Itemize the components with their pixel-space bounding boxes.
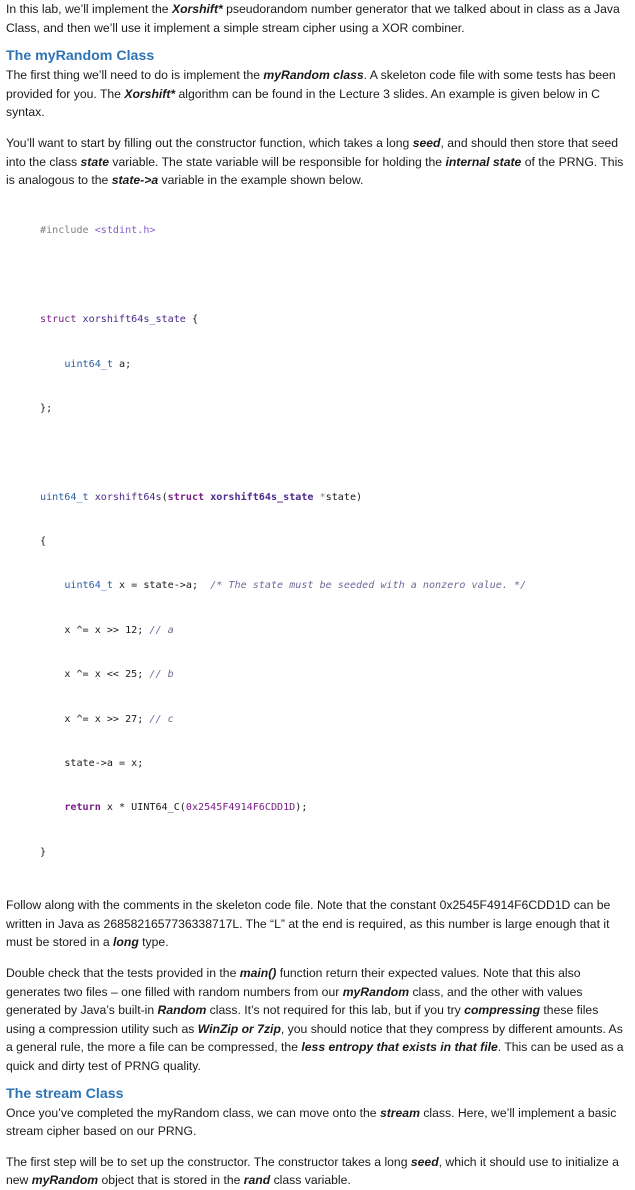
code-line-blank <box>40 269 628 284</box>
code-brace: } <box>40 846 47 858</box>
emphasis-text: Xorshift* <box>124 86 176 101</box>
document-page <box>6 0 628 1190</box>
code-statement-end: ); <box>295 802 308 814</box>
code-line-2 <box>40 624 628 639</box>
emphasis-text: myRandom class <box>263 68 364 83</box>
constant-paragraph <box>6 896 628 952</box>
code-statement: state->a = x; <box>64 758 144 770</box>
body-text: of the PRNG. This is analogous to the <box>6 154 624 188</box>
code-include-header: <stdint.h> <box>94 225 156 237</box>
code-type: uint64_t <box>64 580 113 592</box>
code-line-close-struct <box>40 402 628 417</box>
code-comment: // c <box>149 713 174 725</box>
emphasis-text: myRandom <box>31 1173 99 1188</box>
code-line-body-open <box>40 535 628 550</box>
body-text: In this lab, we’ll implement the <box>6 2 172 16</box>
code-pointer: * <box>319 491 326 503</box>
stream-paragraph-1 <box>6 1104 628 1141</box>
code-line-3 <box>40 668 628 683</box>
body-text: variable. The state variable will be responsible for holding the <box>108 154 446 169</box>
code-line-member <box>40 358 628 373</box>
code-keyword: return <box>64 802 101 814</box>
code-keyword: struct <box>40 314 77 326</box>
emphasis-text: Random <box>157 1003 207 1018</box>
myrandom-paragraph-1 <box>6 66 628 122</box>
code-comment: /* The state must be seeded with a nonzero value. */ <box>210 580 527 592</box>
emphasis-text: seed <box>410 1154 439 1169</box>
code-include-directive: #include <box>40 225 89 237</box>
code-statement: x = state->a; <box>119 580 199 592</box>
code-member: a; <box>119 358 132 370</box>
body-text: Once you’ve completed the myRandom class, we can move onto the <box>6 1105 380 1120</box>
code-line-blank <box>40 446 628 461</box>
code-comment: // b <box>149 669 174 681</box>
body-text: class variable. <box>270 1173 351 1188</box>
code-brace: }; <box>40 402 53 414</box>
myrandom-paragraph-2 <box>6 134 628 190</box>
body-text: . This can be used as a quick and dirty test of PRNG quality. <box>6 1040 624 1073</box>
emphasis-text: seed <box>412 135 441 150</box>
intro-paragraph <box>6 0 628 37</box>
code-brace: { <box>40 536 47 548</box>
code-fn-name: xorshift64s <box>94 491 162 503</box>
emphasis-text: main() <box>239 965 277 980</box>
body-text: class. Here, we’ll implement a basic stream cipher based on our PRNG. <box>6 1105 617 1139</box>
code-line-1 <box>40 579 628 594</box>
body-text: class, and the other with values generated by Java’s built-in <box>6 984 583 1018</box>
code-param-type: xorshift64s_state <box>210 491 314 503</box>
code-param-name: state) <box>325 491 363 503</box>
code-line-fn-signature <box>40 491 628 506</box>
body-text: Double check that the tests provided in the <box>6 965 240 980</box>
emphasis-text: internal state <box>445 154 522 169</box>
body-text: type. <box>138 935 169 950</box>
code-struct-name: xorshift64s_state <box>82 314 186 326</box>
emphasis-text: compressing <box>464 1003 541 1018</box>
code-statement: x * UINT64_C( <box>106 802 186 814</box>
emphasis-text: state <box>80 154 109 169</box>
code-type: uint64_t <box>40 491 89 503</box>
body-text: Follow along with the comments in the skeleton code file. Note that the constant 0x2545F4914F6CDD1D can be written in Java as 2685821657736338717L. The “L” at the end is required, as this number is large enough that it must be stored in a <box>6 898 611 950</box>
code-line-struct <box>40 313 628 328</box>
body-text: object that is stored in the <box>98 1173 244 1188</box>
body-text: these files using a compression utility such as <box>6 1003 599 1036</box>
body-text: The first step will be to set up the constructor. The constructor takes a long <box>6 1154 411 1169</box>
code-line-include <box>40 224 628 239</box>
body-text: function return their expected values. Note that this also generates two files – one filled with random numbers from our <box>6 965 581 999</box>
body-text: You’ll want to start by filling out the constructor function, which takes a long <box>6 135 413 150</box>
emphasis-text: stream <box>379 1105 420 1120</box>
code-block <box>6 195 628 890</box>
body-text: class. It’s not required for this lab, but if you try <box>206 1003 465 1018</box>
emphasis-text: long <box>113 935 139 950</box>
emphasis-text: less entropy that exists in that file <box>301 1040 498 1055</box>
code-type: uint64_t <box>64 358 113 370</box>
emphasis-text: myRandom <box>342 984 410 999</box>
code-line-body-close <box>40 846 628 861</box>
code-keyword: struct <box>167 491 205 503</box>
code-line-6 <box>40 801 628 816</box>
code-brace: { <box>191 314 199 326</box>
code-comment: // a <box>149 624 174 636</box>
emphasis-text: rand <box>243 1173 271 1188</box>
code-paren: ( <box>161 491 168 503</box>
body-text: , which it should use to initialize a new <box>6 1154 619 1188</box>
code-line-5 <box>40 757 628 772</box>
section-heading-stream: The stream Class <box>6 1085 124 1102</box>
code-statement: x ^= x >> 12; <box>64 624 144 636</box>
body-text: variable in the example shown below. <box>158 173 364 188</box>
code-line-4 <box>40 713 628 728</box>
code-statement: x ^= x << 25; <box>64 669 144 681</box>
emphasis-text: WinZip or 7zip <box>197 1021 281 1036</box>
emphasis-text: Xorshift* <box>171 2 223 16</box>
body-text: algorithm can be found in the Lecture 3 slides. An example is given below in C syntax. <box>6 86 600 120</box>
body-text: . A skeleton code file with some tests has been provided for you. The <box>6 68 616 101</box>
emphasis-text: state->a <box>111 173 159 188</box>
stream-paragraph-2 <box>6 1153 628 1190</box>
body-text: , you should notice that they compress by different amounts. As a general rule, the more a file can be compressed, the <box>6 1021 623 1055</box>
tests-paragraph <box>6 964 628 1076</box>
body-text: pseudorandom number generator that we talked about in class as a Java Class, and then we’ll use it implement a simple stream cipher using a XOR combiner. <box>6 2 620 35</box>
body-text: The first thing we’ll need to do is implement the <box>6 68 264 83</box>
body-text: , and should then store that seed into the class <box>6 135 619 169</box>
code-number: 0x2545F4914F6CDD1D <box>185 802 296 814</box>
section-heading-myrandom: The myRandom Class <box>6 48 155 65</box>
code-statement: x ^= x >> 27; <box>64 713 144 725</box>
